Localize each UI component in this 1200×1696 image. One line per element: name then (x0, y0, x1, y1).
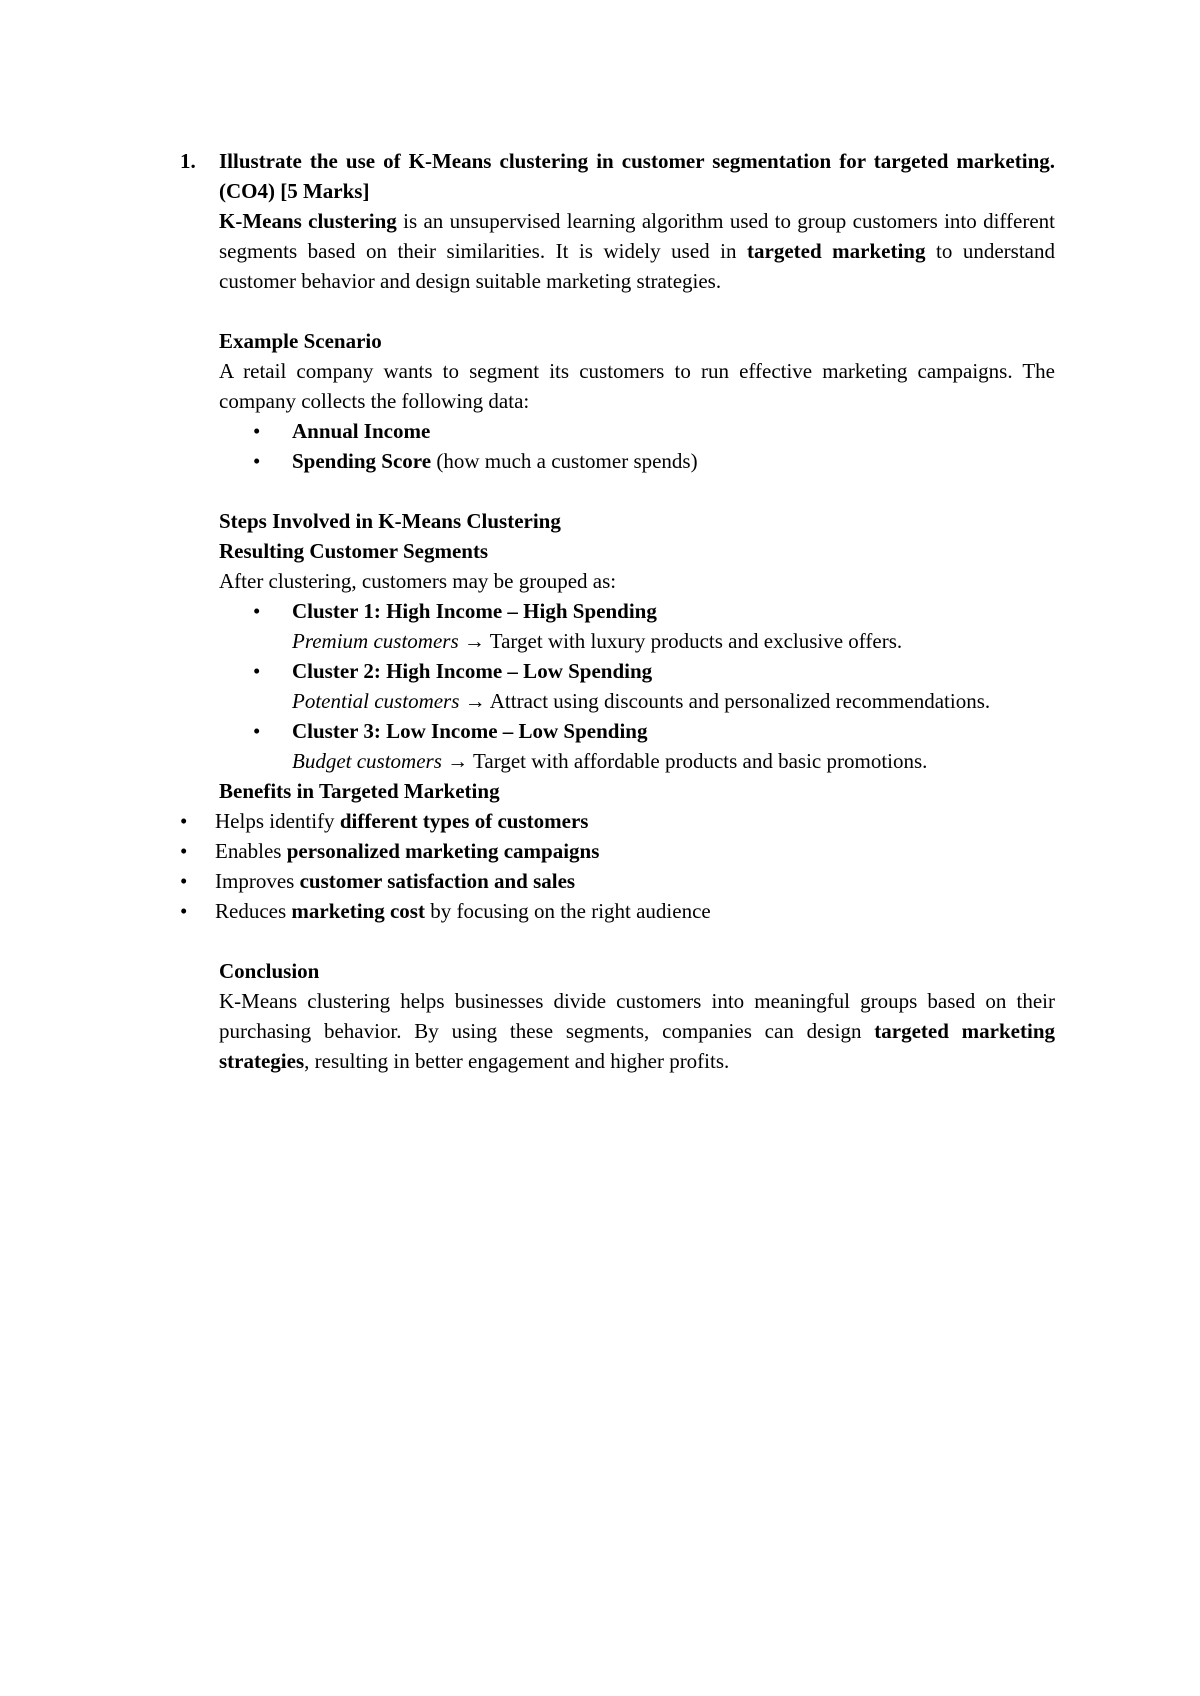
segments-heading: Resulting Customer Segments (219, 539, 489, 563)
intro-paragraph (219, 206, 1055, 296)
cluster-item (219, 656, 1055, 716)
benefits-list (180, 806, 1055, 926)
question-title: Illustrate the use of K-Means clustering in customer segmentation for targeted marketing. (CO4) [5 Marks] (219, 149, 1055, 203)
list-item: • Enables personalized marketing campaigns (180, 836, 1055, 866)
cluster-desc: Target with affordable products and basic promotions. (473, 749, 928, 773)
conclusion-paragraph: K-Means clustering helps businesses divide customers into meaningful groups based on their purchasing behavior. By using these segments, companies can design targeted marketing strategies, resulting in better engagement and higher profits. (219, 989, 1055, 1073)
cluster-desc: Attract using discounts and personalized recommendations. (489, 689, 991, 713)
example-text: A retail company wants to segment its customers to run effective marketing campaigns. The company collects the following data: (219, 359, 1055, 413)
bullet-icon: • (253, 599, 261, 623)
cluster-list (219, 596, 1055, 776)
list-item: • Improves customer satisfaction and sales (180, 866, 1055, 896)
cluster-desc: Target with luxury products and exclusive offers. (489, 629, 903, 653)
intro-text-2: to understand customer behavior and design suitable marketing strategies. (219, 239, 1055, 293)
question-number: 1. (180, 149, 196, 173)
benefits-heading: Benefits in Targeted Marketing (219, 779, 500, 803)
list-item: • Reduces marketing cost by focusing on the right audience (180, 896, 1055, 926)
intro-term: K-Means clustering (219, 209, 397, 233)
segments-text: After clustering, customers may be grouped as: (219, 569, 617, 593)
bullet-icon: • (253, 449, 261, 473)
cluster-item (219, 716, 1055, 776)
cluster-label: Potential customers (292, 689, 460, 713)
arrow-icon: → (458, 629, 490, 653)
list-item: • Helps identify different types of customers (180, 806, 1055, 836)
list-item: • Spending Score (how much a customer spends) (219, 446, 1055, 476)
answer-content (180, 146, 1055, 1076)
cluster-title: Cluster 1: High Income – High Spending (292, 599, 657, 623)
bullet-icon: • (180, 869, 188, 893)
bullet-icon: • (180, 809, 188, 833)
arrow-icon: → (441, 749, 474, 773)
bullet-icon: • (253, 659, 261, 683)
steps-heading: Steps Involved in K-Means Clustering (219, 509, 561, 533)
arrow-icon: → (459, 689, 490, 713)
intro-term-2: targeted marketing (747, 239, 926, 263)
cluster-item (219, 596, 1055, 656)
bullet-icon: • (253, 419, 261, 443)
bullet-icon: • (180, 839, 188, 863)
cluster-title: Cluster 2: High Income – Low Spending (292, 659, 653, 683)
cluster-title: Cluster 3: Low Income – Low Spending (292, 719, 648, 743)
cluster-label: Budget customers (292, 749, 442, 773)
conclusion-heading: Conclusion (219, 959, 320, 983)
example-heading: Example Scenario (219, 329, 382, 353)
list-item: • Annual Income (219, 416, 1055, 446)
bullet-icon: • (253, 719, 261, 743)
intro-text-1: is an unsupervised learning algorithm used to group customers into different segments based on their similarities. It is widely used in (219, 209, 1055, 263)
cluster-label: Premium customers (292, 629, 459, 653)
bullet-icon: • (180, 899, 188, 923)
example-list (219, 416, 1055, 476)
